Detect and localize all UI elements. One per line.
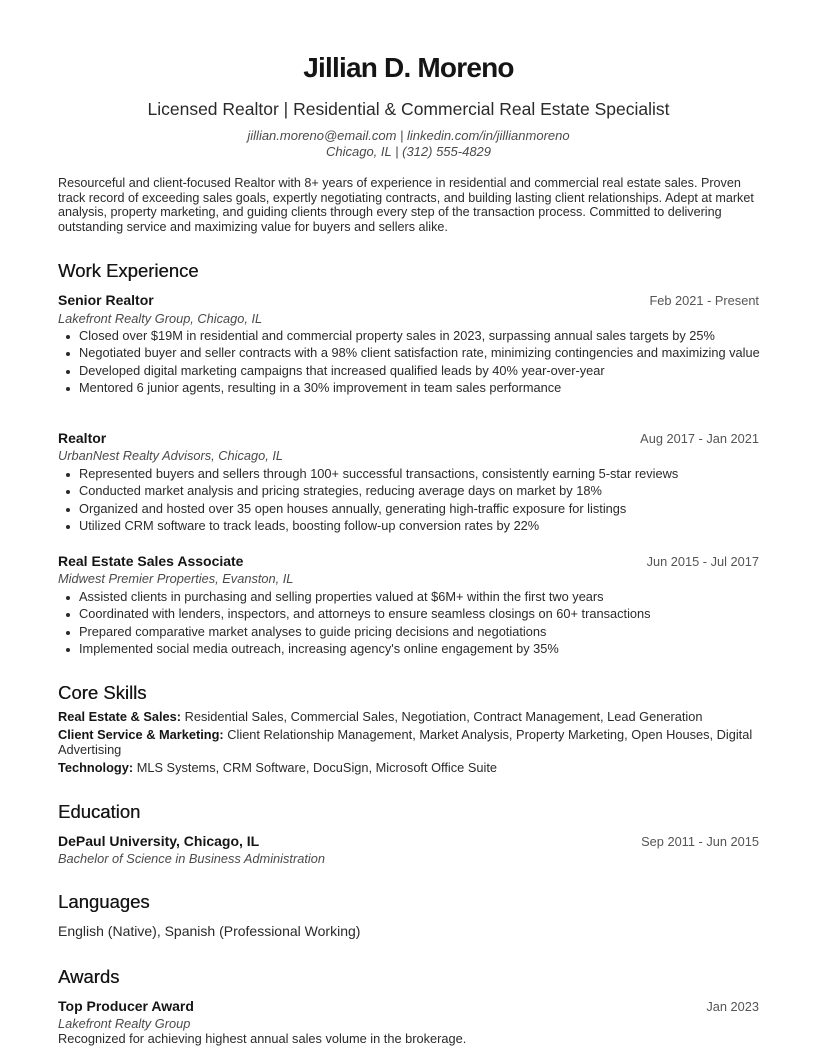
job-dates: Aug 2017 - Jan 2021	[640, 431, 759, 446]
skill-group-value: Client Relationship Management, Market Analysis, Property Marketing, Open Houses, Digital Advertising	[58, 727, 753, 757]
section-title-languages: Languages	[58, 891, 150, 912]
candidate-name: Jillian D. Moreno	[303, 52, 514, 83]
list-item: Conducted market analysis and pricing strategies, reducing average days on market by 18%	[79, 484, 780, 499]
job-dates: Jun 2015 - Jul 2017	[646, 554, 759, 569]
skill-group-label: Client Service & Marketing:	[58, 727, 224, 742]
list-item: Organized and hosted over 35 open houses annually, generating high-traffic exposure for listings	[79, 502, 780, 517]
school-name: DePaul University, Chicago, IL	[58, 833, 260, 849]
professional-summary: Resourceful and client-focused Realtor with 8+ years of experience in residential and commercial real estate sales. Proven track record of exceeding sales goals, expertly negotiating contracts, and building lasting client relationships. Adept at market analysis, property marketing, and guiding clients through every step of the transaction process. Committed to delivering outstanding service and maximizing value for buyers and sellers alike.	[58, 176, 754, 234]
section-title-education: Education	[58, 801, 141, 822]
list-item: Utilized CRM software to track leads, boosting follow-up conversion rates by 22%	[79, 519, 780, 534]
skill-group-label: Technology:	[58, 760, 134, 775]
job-bullets	[58, 590, 780, 659]
job-company: UrbanNest Realty Advisors, Chicago, IL	[58, 448, 283, 463]
skill-group-label: Real Estate & Sales:	[58, 709, 182, 724]
job-title: Realtor	[58, 430, 107, 446]
education-dates: Sep 2011 - Jun 2015	[641, 834, 759, 849]
job-header	[58, 430, 759, 448]
job-company: Midwest Premier Properties, Evanston, IL	[58, 571, 294, 586]
list-item: Implemented social media outreach, increasing agency's online engagement by 35%	[79, 642, 780, 657]
skill-group-value: Residential Sales, Commercial Sales, Negotiation, Contract Management, Lead Generation	[184, 709, 703, 724]
list-item: Coordinated with lenders, inspectors, and attorneys to ensure seamless closings on 60+ transactions	[79, 607, 780, 622]
job-company: Lakefront Realty Group, Chicago, IL	[58, 311, 263, 326]
section-title-awards: Awards	[58, 966, 120, 987]
skill-group-value: MLS Systems, CRM Software, DocuSign, Microsoft Office Suite	[136, 760, 498, 775]
languages-text: English (Native), Spanish (Professional Working)	[58, 923, 361, 939]
award-title: Top Producer Award	[58, 998, 194, 1014]
award-date: Jan 2023	[706, 999, 759, 1014]
skill-group	[58, 710, 759, 725]
award-header	[58, 998, 759, 1016]
job-header	[58, 553, 759, 571]
section-title-work-experience: Work Experience	[58, 260, 199, 281]
list-item: Closed over $19M in residential and commercial property sales in 2023, surpassing annual sales targets by 25%	[79, 329, 780, 344]
job-title: Real Estate Sales Associate	[58, 553, 244, 569]
contact-line-location-phone: Chicago, IL | (312) 555-4829	[325, 144, 492, 159]
degree: Bachelor of Science in Business Administration	[58, 851, 325, 866]
list-item: Mentored 6 junior agents, resulting in a 30% improvement in team sales performance	[79, 381, 780, 396]
section-title-core-skills: Core Skills	[58, 682, 147, 703]
skill-group	[58, 728, 759, 757]
job-dates: Feb 2021 - Present	[649, 293, 759, 308]
job-title: Senior Realtor	[58, 292, 154, 308]
list-item: Assisted clients in purchasing and selling properties valued at $6M+ within the first two years	[79, 590, 780, 605]
award-description: Recognized for achieving highest annual sales volume in the brokerage.	[58, 1031, 467, 1046]
list-item: Negotiated buyer and seller contracts with a 98% client satisfaction rate, minimizing contingencies and maximizing value	[79, 346, 780, 361]
skill-group	[58, 761, 759, 776]
job-bullets	[58, 329, 780, 398]
job-bullets	[58, 467, 780, 536]
list-item: Developed digital marketing campaigns that increased qualified leads by 40% year-over-year	[79, 364, 780, 379]
list-item: Prepared comparative market analyses to guide pricing decisions and negotiations	[79, 625, 780, 640]
award-organization: Lakefront Realty Group	[58, 1016, 191, 1031]
contact-line-email-linkedin: jillian.moreno@email.com | linkedin.com/in/jillianmoreno	[247, 128, 570, 143]
headline: Licensed Realtor | Residential & Commercial Real Estate Specialist	[147, 99, 670, 119]
list-item: Represented buyers and sellers through 100+ successful transactions, consistently earning 5-star reviews	[79, 467, 780, 482]
job-header	[58, 292, 759, 310]
education-header	[58, 833, 759, 851]
